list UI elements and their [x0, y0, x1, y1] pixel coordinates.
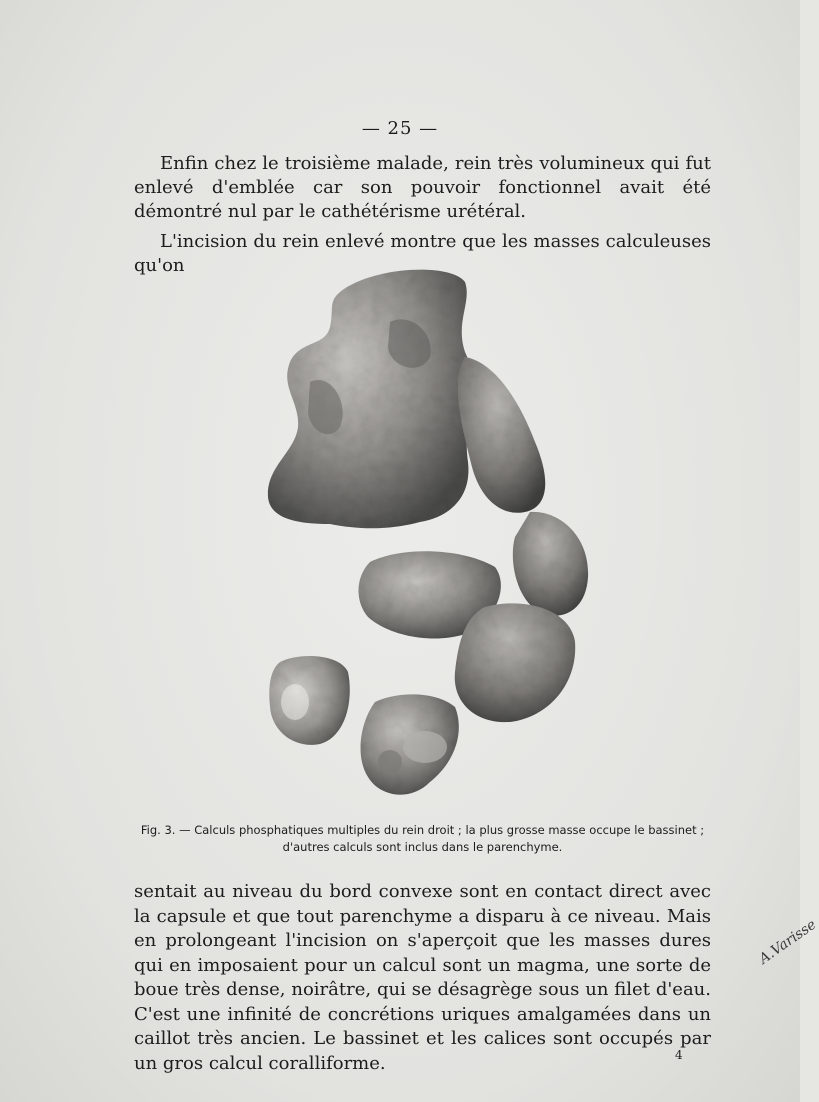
- sheet-number: 4: [675, 1048, 683, 1062]
- paragraph: Enfin chez le troisième malade, rein très volumineux qui fut enlevé d'emblée car son pouvoir fonctionnel avait été démontré nul par le cathétérisme urétéral.: [134, 153, 711, 222]
- paragraph: L'incision du rein enlevé montre que les masses calculeuses qu'on: [134, 231, 711, 276]
- caption-text: — Calculs phosphatiques multiples du rein droit ; la plus grosse masse occupe le bassinet ;: [179, 823, 705, 837]
- page-number: — 25 —: [361, 118, 439, 139]
- artist-signature: A.Varisse: [756, 916, 819, 968]
- large-calculus: [268, 270, 471, 529]
- calculus-bottom-right: [455, 603, 575, 722]
- calculus-lower-right: [513, 512, 588, 616]
- text-block-top: [134, 152, 711, 278]
- text-block-bottom: [134, 880, 711, 1076]
- caption-line: [134, 822, 711, 839]
- figure-caption: [134, 822, 711, 856]
- kidney-stones-illustration: [250, 262, 610, 807]
- calculus-right: [458, 357, 545, 513]
- caption-line: d'autres calculs sont inclus dans le parenchyme.: [282, 840, 563, 854]
- paragraph: sentait au niveau du bord convexe sont en contact direct avec la capsule et que tout parenchyme a disparu à ce niveau. Mais en prolongeant l'incision on s'aperçoit que les masses dures qui en imposaient pour un calcul sont un magma, une sorte de boue très dense, noirâtre, qui se désagrège sous un filet d'eau. C'est une infinité de concrétions uriques amalgamées dans un caillot très ancien. Le bassinet et les calices sont occupés par un gros calcul coralliforme.: [134, 881, 711, 1074]
- caption-label: Fig. 3.: [140, 823, 176, 837]
